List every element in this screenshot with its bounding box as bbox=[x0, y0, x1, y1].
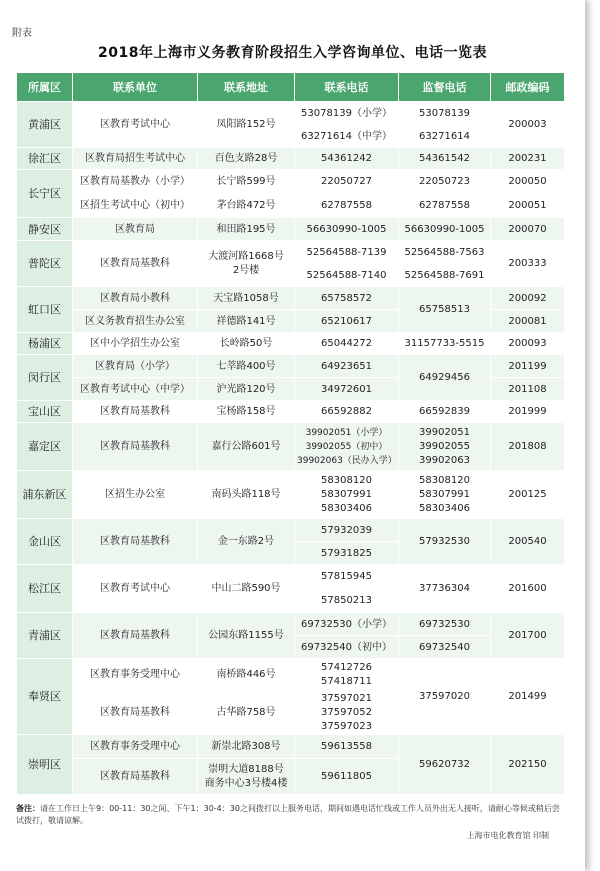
supervision-phone-cell: 64929456 bbox=[399, 355, 491, 401]
phone-line: 39902051 bbox=[419, 426, 470, 438]
address-cell bbox=[198, 241, 295, 287]
zip-cell: 200231 bbox=[491, 148, 565, 170]
phone-line: 39902055（初中） bbox=[305, 441, 388, 452]
table-row bbox=[17, 194, 565, 218]
table-row bbox=[17, 241, 565, 264]
phone-line: 37597052 bbox=[321, 706, 372, 718]
unit-cell: 区教育事务受理中心 bbox=[73, 659, 198, 691]
district-cell: 奉贤区 bbox=[17, 659, 73, 735]
phone-line: 58307991 bbox=[321, 488, 372, 500]
phone-cell: 59613558 bbox=[295, 735, 399, 759]
supervision-phone-cell: 57932530 bbox=[399, 519, 491, 565]
district-cell: 金山区 bbox=[17, 519, 73, 565]
column-header: 所属区 bbox=[17, 73, 73, 102]
district-cell: 普陀区 bbox=[17, 241, 73, 287]
phone-line: 37597023 bbox=[321, 720, 372, 732]
unit-cell: 区教育考试中心 bbox=[73, 102, 198, 148]
address-line: 2号楼 bbox=[232, 264, 260, 276]
unit-cell: 区教育事务受理中心 bbox=[73, 735, 198, 759]
address-cell: 公园东路1155号 bbox=[198, 613, 295, 659]
supervision-phone-cell: 53078139 bbox=[399, 102, 491, 125]
phone-line: 39902063 bbox=[419, 454, 470, 466]
phone-cell bbox=[295, 423, 399, 471]
note-text: 请在工作日上午9：00-11：30之间、下午1：30-4：30之间拨打以上服务电话，期间如遇电话忙线或工作人员外出无人接听，请耐心等候或稍后尝试拨打，敬请谅解。 bbox=[16, 804, 560, 825]
zip-cell: 200333 bbox=[491, 241, 565, 287]
supervision-phone-cell: 62787558 bbox=[399, 194, 491, 218]
address-cell: 金一东路2号 bbox=[198, 519, 295, 565]
phone-line: 57418711 bbox=[321, 675, 372, 687]
table-row bbox=[17, 333, 565, 355]
appendix-label: 附表 bbox=[12, 28, 32, 39]
district-cell: 长宁区 bbox=[17, 170, 73, 218]
table-row bbox=[17, 102, 565, 125]
zip-cell: 202150 bbox=[491, 735, 565, 795]
phone-cell: 65210617 bbox=[295, 310, 399, 333]
phone-line: 58308120 bbox=[419, 474, 470, 486]
page-title: 2018年上海市义务教育阶段招生入学咨询单位、电话一览表 bbox=[98, 45, 487, 61]
phone-cell: 65044272 bbox=[295, 333, 399, 355]
table-row bbox=[17, 735, 565, 759]
zip-cell: 200125 bbox=[491, 471, 565, 519]
district-cell: 杨浦区 bbox=[17, 333, 73, 355]
zip-cell: 201600 bbox=[491, 565, 565, 613]
unit-cell: 区教育局招生考试中心 bbox=[73, 148, 198, 170]
address-cell: 和田路195号 bbox=[198, 218, 295, 241]
zip-cell: 200092 bbox=[491, 287, 565, 310]
zip-cell: 201108 bbox=[491, 378, 565, 401]
district-cell: 浦东新区 bbox=[17, 471, 73, 519]
unit-cell: 区招生考试中心（初中） bbox=[73, 194, 198, 218]
unit-cell: 区教育局基教科 bbox=[73, 423, 198, 471]
zip-cell: 201499 bbox=[491, 659, 565, 735]
address-cell: 长宁路599号 bbox=[198, 170, 295, 194]
column-header: 联系地址 bbox=[198, 73, 295, 102]
zip-cell: 201700 bbox=[491, 613, 565, 659]
phone-cell: 57932039 bbox=[295, 519, 399, 542]
unit-cell: 区教育局基教科 bbox=[73, 691, 198, 735]
table-row bbox=[17, 218, 565, 241]
supervision-phone-cell bbox=[399, 471, 491, 519]
zip-cell: 201999 bbox=[491, 401, 565, 423]
unit-cell: 区义务教育招生办公室 bbox=[73, 310, 198, 333]
zip-cell: 201808 bbox=[491, 423, 565, 471]
supervision-phone-cell: 37736304 bbox=[399, 565, 491, 613]
table-header-row bbox=[17, 73, 565, 102]
district-cell: 松江区 bbox=[17, 565, 73, 613]
table-row bbox=[17, 355, 565, 378]
phone-cell: 54361242 bbox=[295, 148, 399, 170]
phone-cell: 63271614（中学） bbox=[295, 125, 399, 148]
district-cell: 徐汇区 bbox=[17, 148, 73, 170]
phone-cell: 69732540（初中） bbox=[295, 636, 399, 659]
district-cell: 闵行区 bbox=[17, 355, 73, 401]
footnote bbox=[16, 803, 564, 827]
table-row bbox=[17, 613, 565, 636]
phone-line: 39902051（小学） bbox=[305, 427, 388, 438]
address-cell bbox=[198, 759, 295, 795]
unit-cell: 区教育局（小学） bbox=[73, 355, 198, 378]
address-cell: 长岭路50号 bbox=[198, 333, 295, 355]
address-cell: 祥德路141号 bbox=[198, 310, 295, 333]
zip-cell: 200050 bbox=[491, 170, 565, 194]
phone-cell bbox=[295, 691, 399, 735]
address-cell: 七莘路400号 bbox=[198, 355, 295, 378]
address-cell: 百色支路28号 bbox=[198, 148, 295, 170]
phone-line: 39902063（民办入学） bbox=[297, 455, 397, 466]
table-row bbox=[17, 565, 565, 589]
supervision-phone-cell: 54361542 bbox=[399, 148, 491, 170]
district-cell: 青浦区 bbox=[17, 613, 73, 659]
address-line: 商务中心3号楼4楼 bbox=[204, 777, 288, 789]
phone-cell: 22050727 bbox=[295, 170, 399, 194]
zip-cell: 200081 bbox=[491, 310, 565, 333]
address-cell: 宝杨路158号 bbox=[198, 401, 295, 423]
table-row bbox=[17, 471, 565, 519]
phone-cell: 52564588-7139 bbox=[295, 241, 399, 264]
table-row bbox=[17, 401, 565, 423]
table-row bbox=[17, 287, 565, 310]
address-cell: 新崇北路308号 bbox=[198, 735, 295, 759]
district-cell: 崇明区 bbox=[17, 735, 73, 795]
unit-cell: 区招生办公室 bbox=[73, 471, 198, 519]
district-cell: 黄浦区 bbox=[17, 102, 73, 148]
address-cell: 南码头路118号 bbox=[198, 471, 295, 519]
phone-cell: 69732530（小学） bbox=[295, 613, 399, 636]
unit-cell: 区教育局基教科 bbox=[73, 241, 198, 287]
table-row bbox=[17, 519, 565, 542]
phone-cell bbox=[295, 471, 399, 519]
phone-line: 58307991 bbox=[419, 488, 470, 500]
phone-cell: 57850213 bbox=[295, 589, 399, 613]
zip-cell: 200003 bbox=[491, 102, 565, 148]
address-cell: 茅台路472号 bbox=[198, 194, 295, 218]
address-cell: 沪光路120号 bbox=[198, 378, 295, 401]
address-cell: 嘉行公路601号 bbox=[198, 423, 295, 471]
phone-line: 58308120 bbox=[321, 474, 372, 486]
unit-cell: 区教育局基教科 bbox=[73, 613, 198, 659]
phone-cell: 56630990-1005 bbox=[295, 218, 399, 241]
phone-cell: 53078139（小学） bbox=[295, 102, 399, 125]
supervision-phone-cell: 31157733-5515 bbox=[399, 333, 491, 355]
column-header: 监督电话 bbox=[399, 73, 491, 102]
address-cell: 古华路758号 bbox=[198, 691, 295, 735]
district-cell: 虹口区 bbox=[17, 287, 73, 333]
table-row bbox=[17, 423, 565, 471]
unit-cell: 区教育局基教科 bbox=[73, 401, 198, 423]
unit-cell: 区教育局小教科 bbox=[73, 287, 198, 310]
phone-cell: 62787558 bbox=[295, 194, 399, 218]
phone-cell: 57815945 bbox=[295, 565, 399, 589]
phone-line: 39902055 bbox=[419, 440, 470, 452]
zip-cell: 201199 bbox=[491, 355, 565, 378]
supervision-phone-cell: 66592839 bbox=[399, 401, 491, 423]
contact-table bbox=[16, 72, 565, 795]
publisher-signature: 上海市电化教育馆 印制 bbox=[466, 831, 549, 840]
phone-line: 58303406 bbox=[419, 502, 470, 514]
supervision-phone-cell: 22050723 bbox=[399, 170, 491, 194]
supervision-phone-cell: 69732540 bbox=[399, 636, 491, 659]
supervision-phone-cell bbox=[399, 423, 491, 471]
column-header: 联系单位 bbox=[73, 73, 198, 102]
address-line: 崇明大道8188号 bbox=[208, 763, 284, 775]
phone-cell bbox=[295, 659, 399, 691]
unit-cell: 区中小学招生办公室 bbox=[73, 333, 198, 355]
phone-cell: 66592882 bbox=[295, 401, 399, 423]
supervision-phone-cell: 52564588-7563 bbox=[399, 241, 491, 264]
table-row bbox=[17, 659, 565, 691]
district-cell: 宝山区 bbox=[17, 401, 73, 423]
table-row bbox=[17, 148, 565, 170]
phone-line: 58303406 bbox=[321, 502, 372, 514]
supervision-phone-cell: 65758513 bbox=[399, 287, 491, 333]
phone-cell: 59611805 bbox=[295, 759, 399, 795]
zip-cell: 200093 bbox=[491, 333, 565, 355]
zip-cell: 200051 bbox=[491, 194, 565, 218]
zip-cell: 200540 bbox=[491, 519, 565, 565]
note-label: 备注： bbox=[16, 804, 40, 813]
phone-cell: 65758572 bbox=[295, 287, 399, 310]
phone-cell: 64923651 bbox=[295, 355, 399, 378]
supervision-phone-cell: 52564588-7691 bbox=[399, 264, 491, 287]
district-cell: 静安区 bbox=[17, 218, 73, 241]
supervision-phone-cell: 37597020 bbox=[399, 659, 491, 735]
unit-cell: 区教育局基教科 bbox=[73, 759, 198, 795]
unit-cell: 区教育局基教科 bbox=[73, 519, 198, 565]
supervision-phone-cell: 59620732 bbox=[399, 735, 491, 795]
unit-cell: 区教育局 bbox=[73, 218, 198, 241]
phone-cell: 52564588-7140 bbox=[295, 264, 399, 287]
supervision-phone-cell: 56630990-1005 bbox=[399, 218, 491, 241]
phone-cell: 34972601 bbox=[295, 378, 399, 401]
zip-cell: 200070 bbox=[491, 218, 565, 241]
unit-cell: 区教育考试中心（中学） bbox=[73, 378, 198, 401]
address-cell: 中山二路590号 bbox=[198, 565, 295, 613]
address-line: 大渡河路1668号 bbox=[208, 250, 284, 262]
table-row bbox=[17, 170, 565, 194]
address-cell: 南桥路446号 bbox=[198, 659, 295, 691]
unit-cell: 区教育考试中心 bbox=[73, 565, 198, 613]
address-cell: 凤阳路152号 bbox=[198, 102, 295, 148]
phone-line: 57412726 bbox=[321, 661, 372, 673]
supervision-phone-cell: 63271614 bbox=[399, 125, 491, 148]
district-cell: 嘉定区 bbox=[17, 423, 73, 471]
address-cell: 天宝路1058号 bbox=[198, 287, 295, 310]
unit-cell: 区教育局基教办（小学） bbox=[73, 170, 198, 194]
column-header: 联系电话 bbox=[295, 73, 399, 102]
phone-cell: 57931825 bbox=[295, 542, 399, 565]
supervision-phone-cell: 69732530 bbox=[399, 613, 491, 636]
phone-line: 37597021 bbox=[321, 692, 372, 704]
column-header: 邮政编码 bbox=[491, 73, 565, 102]
